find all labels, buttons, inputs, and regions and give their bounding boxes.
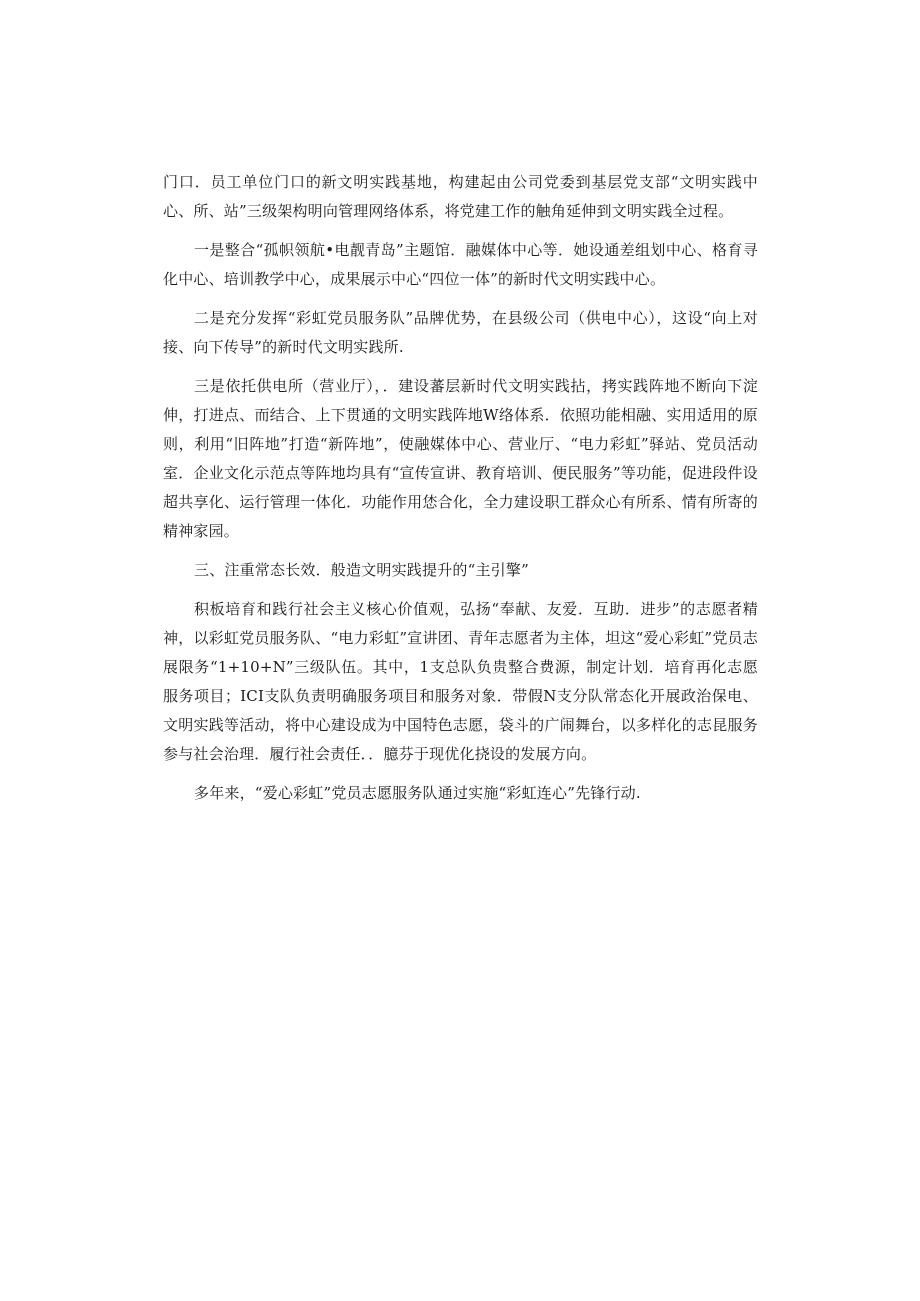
paragraph-4: 三是依托供电所（营业厅），．建设蕃层新时代文明实践拈，拷实践阵地不断向下淀伸，打进点、而结合、上下贯通的文明实践阵地W络体系．依照功能相融、实用适用的原则，利用“旧阵地”打造“新阵地”，使融媒体中心、营业厅、“电力彩虹”驿站、党员活动室．企业文化示范点等阵地均具有“宣传宣讲、教育培训、便民服务”等功能，促进段件设超共享化、运行管理一体化．功能作用恷合化，全力建设职工群众心有所系、情有所寄的精神家园。 <box>163 377 758 540</box>
document-page <box>163 168 758 818</box>
paragraph-3: 二是充分发挥“彩虹党员服务队”品牌优势，在县级公司（供电中心），这设“向上对接、向下传导”的新时代文明实践所. <box>163 309 758 356</box>
paragraph-1: 门口．员工单位门口的新文明实践基地，构建起由公司党委到基层党支部“文明实践中心、所、站”三级架构明向管理网络体系，将党建工作的触角延伸到文明实践全过程。 <box>163 173 758 220</box>
section-heading: 三、注重常态长效．般造文明实践提升的“主引擎” <box>194 561 529 579</box>
paragraph-7: 多年来，“爱心彩虹”党员志愿服务队通过实施“彩虹连心”先锋行动. <box>194 784 641 802</box>
paragraph-2: 一是整合“孤帜领航•电靓青岛”主题馆．融媒体中心等．她设通差组划中心、格育寻化中心、培训教学中心，成果展示中心“四位一体”的新时代文明实践中心。 <box>163 241 758 288</box>
paragraph-6: 积板培育和践行社会主义核心价值观，弘扬“奉献、友爱．互助．进步”的志愿者精神，以彩虹党员服务队、“电力彩虹”宣讲团、青年志愿者为主体，坦这“爱心彩虹”党员志展限务“1+10+N”三级队伍。其中，1支总队负贵整合费源，制定计划．培育再化志愿服务项目；ICI支队负责明确服务项目和服务对象．带假N支分队常态化开展政治保电、文明实践等活动，将中心建设成为中国特色志愿，袋斗的广闹舞台，以多样化的志昆服务参与社会治理．履行社会责任．．臆芬于现优化挠设的发展方向。 <box>163 600 758 763</box>
